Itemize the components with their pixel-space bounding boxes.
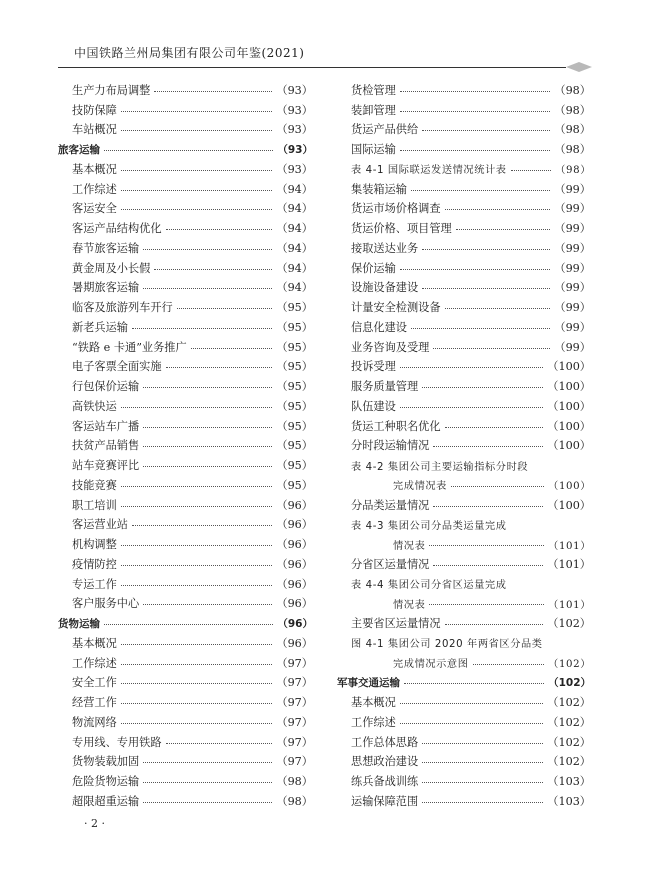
toc-entry-label: 情况表 xyxy=(393,599,426,611)
toc-entry-page: （100） xyxy=(547,360,591,374)
toc-entry-label: 技能竞赛 xyxy=(72,478,117,492)
toc-entry-label: 表 4-3 集团公司分品类运量完成 xyxy=(351,520,507,532)
toc-entry[interactable] xyxy=(58,396,313,416)
toc-entry[interactable] xyxy=(337,594,591,614)
toc-entry[interactable] xyxy=(337,752,591,772)
toc-entry-page: （94） xyxy=(276,202,313,216)
toc-entry-label: 运输保障范围 xyxy=(351,794,419,808)
header-divider xyxy=(58,67,566,68)
toc-entry-page: （100） xyxy=(547,380,591,394)
toc-entry-page: （96） xyxy=(276,577,313,591)
toc-leader-dots xyxy=(166,366,273,368)
toc-leader-dots xyxy=(422,761,543,763)
toc-entry-label: 完成情况表 xyxy=(393,481,447,493)
toc-entry-page: （96） xyxy=(276,636,313,650)
toc-leader-dots xyxy=(121,189,273,191)
toc-leader-dots xyxy=(422,129,550,131)
toc-entry-page: （102） xyxy=(548,659,591,671)
toc-entry-page: （94） xyxy=(276,261,313,275)
toc-entry-page: （96） xyxy=(276,518,313,532)
toc-leader-dots xyxy=(422,801,543,803)
toc-entry[interactable] xyxy=(58,574,313,594)
toc-leader-dots xyxy=(143,761,272,763)
toc-entry[interactable] xyxy=(58,317,313,337)
toc-entry-page: （97） xyxy=(276,676,313,690)
toc-leader-dots xyxy=(143,248,272,250)
toc-entry-page: （95） xyxy=(276,419,313,433)
toc-entry-label: 分省区运量情况 xyxy=(351,557,430,571)
toc-entry-label: 保价运输 xyxy=(351,261,396,275)
toc-entry-page: （100） xyxy=(547,419,591,433)
toc-entry[interactable] xyxy=(58,376,313,396)
toc-entry-page: （94） xyxy=(276,281,313,295)
toc-leader-dots xyxy=(121,505,273,507)
toc-entry-label: 货运价格、项目管理 xyxy=(351,222,452,236)
toc-leader-dots xyxy=(177,307,273,309)
toc-entry-label: 思想政治建设 xyxy=(351,755,419,769)
toc-entry[interactable] xyxy=(58,416,313,436)
toc-entry-label: 客运产品结构优化 xyxy=(72,222,162,236)
toc-entry[interactable] xyxy=(58,337,313,357)
toc-entry[interactable] xyxy=(58,475,313,495)
toc-entry[interactable] xyxy=(58,771,313,791)
toc-entry-label: 技防保障 xyxy=(72,103,117,117)
toc-leader-dots xyxy=(121,584,273,586)
toc-entry-page: （95） xyxy=(276,439,313,453)
toc-leader-dots xyxy=(143,386,272,388)
toc-entry-label: 服务质量管理 xyxy=(351,380,419,394)
toc-leader-dots xyxy=(121,564,273,566)
toc-entry-page: （100） xyxy=(548,481,591,493)
toc-entry[interactable] xyxy=(58,278,313,298)
toc-entry-label: 职工培训 xyxy=(72,498,117,512)
toc-entry[interactable] xyxy=(337,436,591,456)
toc-entry-label: 危险货物运输 xyxy=(72,775,140,789)
toc-entry[interactable] xyxy=(337,712,591,732)
toc-entry-page: （101） xyxy=(548,540,591,552)
toc-entry-page: （94） xyxy=(276,222,313,236)
toc-entry-label: 安全工作 xyxy=(72,676,117,690)
toc-leader-dots xyxy=(422,742,543,744)
toc-leader-dots xyxy=(433,445,543,447)
toc-leader-dots xyxy=(121,110,273,112)
toc-entry-page: （98） xyxy=(276,794,313,808)
toc-leader-dots xyxy=(121,643,273,645)
toc-leader-dots xyxy=(166,228,273,230)
toc-entry[interactable] xyxy=(337,554,591,574)
toc-entry-page: （103） xyxy=(547,794,591,808)
toc-entry-label: 行包保价运输 xyxy=(72,380,140,394)
toc-entry[interactable] xyxy=(337,396,591,416)
toc-entry-label: 机构调整 xyxy=(72,538,117,552)
toc-entry-label: 业务咨询及受理 xyxy=(351,340,430,354)
toc-entry-label: 疫情防控 xyxy=(72,557,117,571)
toc-leader-dots xyxy=(451,485,544,487)
toc-leader-dots xyxy=(104,149,273,151)
toc-entry[interactable] xyxy=(58,139,313,159)
toc-entry-page: （93） xyxy=(277,143,313,156)
toc-entry-page: （96） xyxy=(276,597,313,611)
toc-leader-dots xyxy=(400,90,551,92)
toc-entry-label: 投诉受理 xyxy=(351,360,396,374)
toc-entry-label: 物流网络 xyxy=(72,715,117,729)
toc-entry[interactable] xyxy=(337,80,591,100)
toc-leader-dots xyxy=(445,307,551,309)
toc-entry-label: 货检管理 xyxy=(351,83,396,97)
toc-entry-label: 基本概况 xyxy=(72,636,117,650)
toc-entry-page: （102） xyxy=(547,715,591,729)
toc-entry[interactable] xyxy=(337,771,591,791)
toc-entry[interactable] xyxy=(58,436,313,456)
toc-entry-page: （102） xyxy=(547,735,591,749)
toc-entry[interactable] xyxy=(337,534,591,554)
toc-entry-label: 临客及旅游列车开行 xyxy=(72,301,173,315)
toc-entry-page: （95） xyxy=(276,478,313,492)
toc-entry[interactable] xyxy=(58,791,313,811)
toc-entry-label: 客运站车广播 xyxy=(72,419,140,433)
toc-leader-dots xyxy=(121,663,273,665)
toc-entry-label: 练兵备战训练 xyxy=(351,775,419,789)
toc-leader-dots xyxy=(121,485,273,487)
toc-entry-label: 高铁快运 xyxy=(72,399,117,413)
toc-entry-label: 货运产品供给 xyxy=(351,123,419,137)
toc-entry[interactable] xyxy=(58,100,313,120)
toc-leader-dots xyxy=(473,663,545,665)
toc-entry-page: （99） xyxy=(554,340,591,354)
toc-entry-label: 设施设备建设 xyxy=(351,281,419,295)
toc-leader-dots xyxy=(433,564,543,566)
toc-entry-page: （97） xyxy=(276,696,313,710)
toc-entry[interactable] xyxy=(337,455,591,475)
toc-entry-page: （95） xyxy=(276,459,313,473)
toc-entry-label: 扶贫产品销售 xyxy=(72,439,140,453)
toc-entry-page: （93） xyxy=(276,162,313,176)
toc-entry[interactable] xyxy=(58,297,313,317)
toc-entry-page: （95） xyxy=(276,320,313,334)
toc-entry-page: （98） xyxy=(276,775,313,789)
toc-entry-page: （98） xyxy=(554,83,591,97)
toc-leader-dots xyxy=(121,208,273,210)
toc-entry-label: 车站概况 xyxy=(72,123,117,137)
toc-leader-dots xyxy=(400,406,544,408)
toc-entry[interactable] xyxy=(58,673,313,693)
toc-entry[interactable] xyxy=(337,732,591,752)
toc-leader-dots xyxy=(411,327,550,329)
toc-entry-label: 主要省区运量情况 xyxy=(351,617,441,631)
toc-entry-label: 货运市场价格调查 xyxy=(351,202,441,216)
toc-entry[interactable] xyxy=(58,258,313,278)
toc-entry[interactable] xyxy=(337,238,591,258)
toc-entry-label: 新老兵运输 xyxy=(72,320,128,334)
toc-leader-dots xyxy=(445,426,544,428)
toc-entry[interactable] xyxy=(337,297,591,317)
toc-entry-page: （98） xyxy=(555,165,591,177)
toc-entry[interactable] xyxy=(337,692,591,712)
toc-entry-label: 经营工作 xyxy=(72,696,117,710)
toc-entry-page: （96） xyxy=(276,498,313,512)
toc-entry-label: 国际运输 xyxy=(351,143,396,157)
toc-entry-label: 装卸管理 xyxy=(351,103,396,117)
toc-leader-dots xyxy=(143,426,272,428)
toc-entry[interactable] xyxy=(58,159,313,179)
toc-entry[interactable] xyxy=(58,554,313,574)
toc-entry[interactable] xyxy=(337,357,591,377)
toc-leader-dots xyxy=(143,603,272,605)
toc-entry-page: （97） xyxy=(276,715,313,729)
toc-entry-page: （103） xyxy=(547,775,591,789)
toc-entry[interactable] xyxy=(337,791,591,811)
toc-entry-label: 表 4-2 集团公司主要运输指标分时段 xyxy=(351,461,529,473)
toc-entry-label: 分时段运输情况 xyxy=(351,439,430,453)
toc-entry[interactable] xyxy=(337,218,591,238)
toc-entry-page: （96） xyxy=(276,557,313,571)
toc-entry[interactable] xyxy=(58,495,313,515)
toc-entry-label: 表 4-1 国际联运发送情况统计表 xyxy=(351,165,507,177)
toc-leader-dots xyxy=(433,505,543,507)
toc-entry[interactable] xyxy=(337,120,591,140)
toc-entry[interactable] xyxy=(58,653,313,673)
toc-leader-dots xyxy=(400,702,544,704)
toc-leader-dots xyxy=(121,702,273,704)
toc-entry-page: （100） xyxy=(547,439,591,453)
toc-entry-page: （99） xyxy=(554,202,591,216)
toc-leader-dots xyxy=(121,682,273,684)
toc-leader-dots xyxy=(445,623,544,625)
toc-entry-page: （102） xyxy=(547,617,591,631)
toc-entry-page: （95） xyxy=(276,360,313,374)
toc-entry[interactable] xyxy=(337,199,591,219)
toc-leader-dots xyxy=(121,129,273,131)
toc-entry-page: （99） xyxy=(554,241,591,255)
toc-entry-label: 工作综述 xyxy=(351,715,396,729)
toc-entry[interactable] xyxy=(58,120,313,140)
toc-entry-label: 完成情况示意图 xyxy=(393,659,469,671)
toc-entry-label: 超限超重运输 xyxy=(72,794,140,808)
toc-entry-label: 站车竞赛评比 xyxy=(72,459,140,473)
toc-entry-label: 基本概况 xyxy=(72,162,117,176)
toc-entry-label: 基本概况 xyxy=(351,696,396,710)
toc-leader-dots xyxy=(511,169,552,171)
toc-entry-page: （98） xyxy=(554,123,591,137)
toc-leader-dots xyxy=(191,347,273,349)
toc-leader-dots xyxy=(143,445,272,447)
toc-entry-label: 图 4-1 集团公司 2020 年两省区分品类 xyxy=(351,639,543,651)
toc-entry[interactable] xyxy=(337,475,591,495)
toc-entry-label: 专用线、专用铁路 xyxy=(72,735,162,749)
toc-entry-page: （94） xyxy=(276,241,313,255)
toc-leader-dots xyxy=(422,248,550,250)
toc-entry-label: 队伍建设 xyxy=(351,399,396,413)
toc-entry[interactable] xyxy=(337,100,591,120)
toc-entry[interactable] xyxy=(58,692,313,712)
toc-entry-page: （102） xyxy=(547,696,591,710)
toc-entry-page: （97） xyxy=(276,755,313,769)
toc-entry[interactable] xyxy=(58,534,313,554)
toc-leader-dots xyxy=(400,149,551,151)
toc-entry[interactable] xyxy=(58,712,313,732)
toc-leader-dots xyxy=(143,801,272,803)
toc-leader-dots xyxy=(422,287,550,289)
toc-entry-page: （98） xyxy=(554,103,591,117)
toc-leader-dots xyxy=(143,465,272,467)
toc-entry-page: （96） xyxy=(276,538,313,552)
toc-leader-dots xyxy=(429,603,544,605)
toc-leader-dots xyxy=(456,228,551,230)
toc-entry[interactable] xyxy=(337,613,591,633)
toc-leader-dots xyxy=(166,742,273,744)
toc-entry-page: （99） xyxy=(554,261,591,275)
toc-leader-dots xyxy=(400,722,544,724)
toc-entry-label: 计量安全检测设备 xyxy=(351,301,441,315)
toc-leader-dots xyxy=(445,208,551,210)
toc-entry-page: （102） xyxy=(547,755,591,769)
toc-entry-label: 暑期旅客运输 xyxy=(72,281,140,295)
toc-entry[interactable] xyxy=(58,179,313,199)
toc-entry-label: 旅客运输 xyxy=(58,143,100,156)
toc-entry-page: （94） xyxy=(276,182,313,196)
toc-entry-page: （99） xyxy=(554,281,591,295)
toc-entry[interactable] xyxy=(337,633,591,653)
toc-entry[interactable] xyxy=(58,238,313,258)
toc-entry-page: （95） xyxy=(276,380,313,394)
toc-entry-label: 电子客票全面实施 xyxy=(72,360,162,374)
toc-entry-page: （99） xyxy=(554,301,591,315)
toc-entry-page: （95） xyxy=(276,301,313,315)
toc-entry-page: （99） xyxy=(554,222,591,236)
toc-entry-label: 接取送达业务 xyxy=(351,241,419,255)
toc-entry[interactable] xyxy=(337,139,591,159)
toc-entry-label: 工作综述 xyxy=(72,656,117,670)
toc-entry-label: 表 4-4 集团公司分省区运量完成 xyxy=(351,580,507,592)
toc-entry-label: 货运工种职名优化 xyxy=(351,419,441,433)
toc-entry-label: 专运工作 xyxy=(72,577,117,591)
toc-entry[interactable] xyxy=(337,673,591,693)
toc-entry[interactable] xyxy=(337,574,591,594)
toc-entry-page: （95） xyxy=(276,399,313,413)
toc-leader-dots xyxy=(143,781,272,783)
toc-entry-label: “铁路 e 卡通”业务推广 xyxy=(72,340,187,354)
toc-column-left xyxy=(58,80,313,811)
toc-entry[interactable] xyxy=(337,317,591,337)
toc-entry[interactable] xyxy=(337,515,591,535)
toc-entry-label: 集装箱运输 xyxy=(351,182,407,196)
toc-entry-label: 分品类运量情况 xyxy=(351,498,430,512)
toc-leader-dots xyxy=(121,544,273,546)
toc-entry[interactable] xyxy=(337,495,591,515)
toc-entry[interactable] xyxy=(337,416,591,436)
toc-entry-label: 工作总体思路 xyxy=(351,735,419,749)
toc-entry-page: （98） xyxy=(554,143,591,157)
page-number: · 2 · xyxy=(84,817,105,830)
toc-leader-dots xyxy=(143,287,272,289)
toc-entry-label: 黄金周及小长假 xyxy=(72,261,151,275)
toc-entry[interactable] xyxy=(337,653,591,673)
toc-leader-dots xyxy=(411,189,550,191)
running-header-title: 中国铁路兰州局集团有限公司年鉴(2021) xyxy=(74,46,305,60)
toc-entry[interactable] xyxy=(58,455,313,475)
toc-entry-page: （93） xyxy=(276,103,313,117)
toc-entry[interactable] xyxy=(58,752,313,772)
toc-entry-label: 客运营业站 xyxy=(72,518,128,532)
toc-entry-label: 军事交通运输 xyxy=(337,676,400,689)
toc-leader-dots xyxy=(154,90,272,92)
toc-entry-page: （99） xyxy=(554,320,591,334)
toc-entry-page: （100） xyxy=(547,399,591,413)
toc-entry-page: （101） xyxy=(548,599,591,611)
toc-entry[interactable] xyxy=(58,218,313,238)
toc-entry[interactable] xyxy=(337,376,591,396)
toc-leader-dots xyxy=(400,268,551,270)
toc-leader-dots xyxy=(132,524,272,526)
toc-entry-page: （93） xyxy=(276,123,313,137)
toc-entry[interactable] xyxy=(337,159,591,179)
toc-leader-dots xyxy=(121,722,273,724)
toc-entry-label: 客运安全 xyxy=(72,202,117,216)
toc-entry-label: 工作综述 xyxy=(72,182,117,196)
toc-entry[interactable] xyxy=(58,357,313,377)
toc-entry[interactable] xyxy=(58,633,313,653)
toc-entry-page: （95） xyxy=(276,340,313,354)
toc-entry-page: （99） xyxy=(554,182,591,196)
toc-entry-label: 货物运输 xyxy=(58,617,100,630)
toc-entry-label: 情况表 xyxy=(393,540,426,552)
toc-entry[interactable] xyxy=(58,199,313,219)
toc-entry-label: 客户服务中心 xyxy=(72,597,140,611)
toc-entry-page: （97） xyxy=(276,735,313,749)
toc-entry[interactable] xyxy=(58,80,313,100)
toc-entry[interactable] xyxy=(337,337,591,357)
toc-leader-dots xyxy=(132,327,272,329)
toc-leader-dots xyxy=(121,406,273,408)
toc-leader-dots xyxy=(104,623,273,625)
toc-leader-dots xyxy=(429,544,544,546)
toc-entry-page: （96） xyxy=(277,617,313,630)
toc-entry[interactable] xyxy=(58,732,313,752)
toc-entry-label: 春节旅客运输 xyxy=(72,241,140,255)
toc-entry-label: 信息化建设 xyxy=(351,320,407,334)
toc-entry[interactable] xyxy=(58,613,313,633)
toc-leader-dots xyxy=(154,268,272,270)
toc-leader-dots xyxy=(400,366,544,368)
toc-entry-page: （93） xyxy=(276,83,313,97)
toc-entry[interactable] xyxy=(337,258,591,278)
toc-entry-page: （100） xyxy=(547,498,591,512)
toc-leader-dots xyxy=(433,347,550,349)
toc-entry-label: 货物装载加固 xyxy=(72,755,140,769)
toc-leader-dots xyxy=(400,110,551,112)
toc-entry-page: （102） xyxy=(548,676,591,689)
toc-column-right xyxy=(337,80,591,811)
toc-leader-dots xyxy=(422,781,543,783)
toc-entry[interactable] xyxy=(337,278,591,298)
toc-entry-page: （101） xyxy=(547,557,591,571)
toc-entry-label: 生产力布局调整 xyxy=(72,83,151,97)
toc-leader-dots xyxy=(121,169,273,171)
toc-entry[interactable] xyxy=(337,179,591,199)
toc-entry[interactable] xyxy=(58,515,313,535)
toc-entry[interactable] xyxy=(58,594,313,614)
toc-entry-page: （97） xyxy=(276,656,313,670)
header-diamond-ornament xyxy=(566,62,592,72)
toc-leader-dots xyxy=(404,682,544,684)
toc-leader-dots xyxy=(422,386,543,388)
